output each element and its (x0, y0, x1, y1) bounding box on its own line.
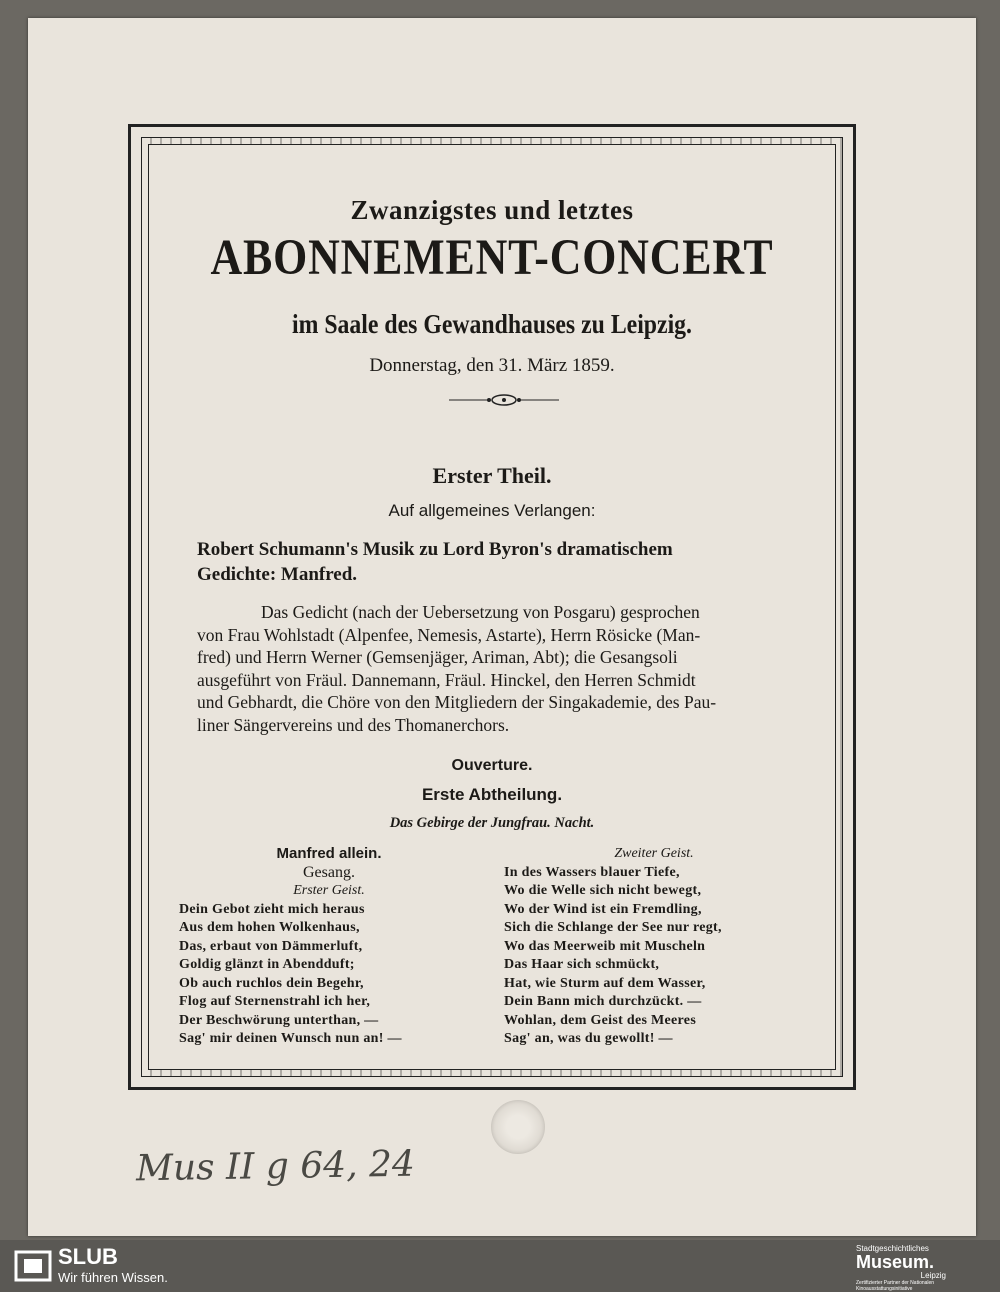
concert-program-page (28, 18, 976, 1236)
verse-line: Dein Bann mich durchzückt. — (504, 994, 702, 1009)
part-title: Erster Theil. (432, 463, 552, 488)
ouverture-heading: Ouverture. (451, 757, 533, 774)
section-heading: Erste Abtheilung. (421, 785, 563, 804)
verse-line: Wo das Meerweib mit Muscheln (504, 938, 706, 954)
handwritten-shelfmark: Mus II g 64, 24 (135, 1143, 416, 1190)
right-text-column (504, 845, 804, 1049)
verse-line: Der Beschwörung unterthan, — (179, 1012, 379, 1028)
description-line: liner Sängervereins und des Thomanerchors. (197, 714, 510, 735)
verse-line: Sag' mir deinen Wunsch nun an! — (179, 1031, 402, 1046)
verse-line: Hat, wie Sturm auf dem Wasser, (504, 975, 706, 991)
work-title-line-2: Gedichte: Manfred. (197, 564, 358, 585)
verse-line: Das Haar sich schmückt, (504, 957, 660, 972)
verse-line: In des Wassers blauer Tiefe, (504, 864, 680, 880)
ornament-divider-icon (449, 393, 559, 407)
footer-bar (0, 1240, 1000, 1292)
work-title-line-1: Robert Schumann's Musik zu Lord Byron's dramatischem (197, 539, 673, 560)
description-line: fred) und Herrn Werner (Gemsenjäger, Ariman, Abt); die Gesangsoli (197, 647, 678, 667)
program-content (148, 144, 836, 1070)
column-heading: Manfred allein. (276, 845, 382, 862)
work-title (197, 537, 805, 587)
museum-city: Leipzig (920, 1271, 946, 1280)
verse-line: Das, erbaut von Dämmerluft, (179, 938, 363, 954)
venue: im Saale des Gewandhauses zu Leipzig. (291, 309, 692, 339)
title-line: Zwanzigstes und letztes (350, 195, 634, 225)
slub-name: SLUB (58, 1244, 118, 1269)
verse-line: Flog auf Sternenstrahl ich her, (179, 994, 371, 1009)
main-title: ABONNEMENT-CONCERT (210, 230, 774, 286)
verse-line: Dein Gebot zieht mich heraus (179, 901, 365, 917)
verse-line: Wo die Welle sich nicht bewegt, (504, 883, 702, 898)
museum-big-text: Museum. (856, 1252, 935, 1272)
verse-line: Goldig glänzt in Abendduft; (179, 957, 355, 972)
performer-description (197, 601, 805, 736)
decorative-border (128, 124, 856, 1090)
verse-line: Sag' an, was du gewollt! — (504, 1031, 673, 1046)
voice-label: Erster Geist. (293, 883, 365, 898)
description-line: von Frau Wohlstadt (Alpenfee, Nemesis, Astarte), Herrn Rösicke (Man- (197, 624, 701, 645)
request-note: Auf allgemeines Verlangen: (388, 501, 596, 520)
concert-date: Donnerstag, den 31. März 1859. (369, 355, 615, 376)
border-pattern (141, 137, 843, 1077)
slub-tagline: Wir führen Wissen. (58, 1270, 168, 1285)
verse-line: Aus dem hohen Wolkenhaus, (179, 920, 360, 935)
description-line: und Gebhardt, die Chöre von den Mitgliedern der Singakademie, des Pau- (197, 692, 717, 712)
description-line: ausgeführt von Fräul. Dannemann, Fräul. Hinckel, den Herren Schmidt (197, 669, 696, 690)
verse-line: Wohlan, dem Geist des Meeres (504, 1012, 697, 1028)
verse-line: Wo der Wind ist ein Fremdling, (504, 901, 702, 917)
museum-note: Zertifizierter Partner der Nationalen Kinoausstattungsinitiative (856, 1280, 935, 1292)
voice-label: Zweiter Geist. (614, 846, 694, 861)
slub-logo-icon (14, 1250, 52, 1282)
verse-line: Sich die Schlange der See nur regt, (504, 920, 722, 935)
museum-small-text: Stadtgeschichtliches (856, 1244, 929, 1253)
description-line: Das Gedicht (nach der Uebersetzung von Posgaru) gesprochen (261, 602, 700, 622)
column-subheading: Gesang. (303, 863, 355, 881)
verse-line: Ob auch ruchlos dein Begehr, (179, 975, 364, 991)
left-text-column (179, 845, 479, 1049)
embossed-seal-icon (491, 1100, 545, 1154)
scene-direction: Das Gebirge der Jungfrau. Nacht. (389, 815, 595, 831)
museum-logo (856, 1244, 986, 1292)
